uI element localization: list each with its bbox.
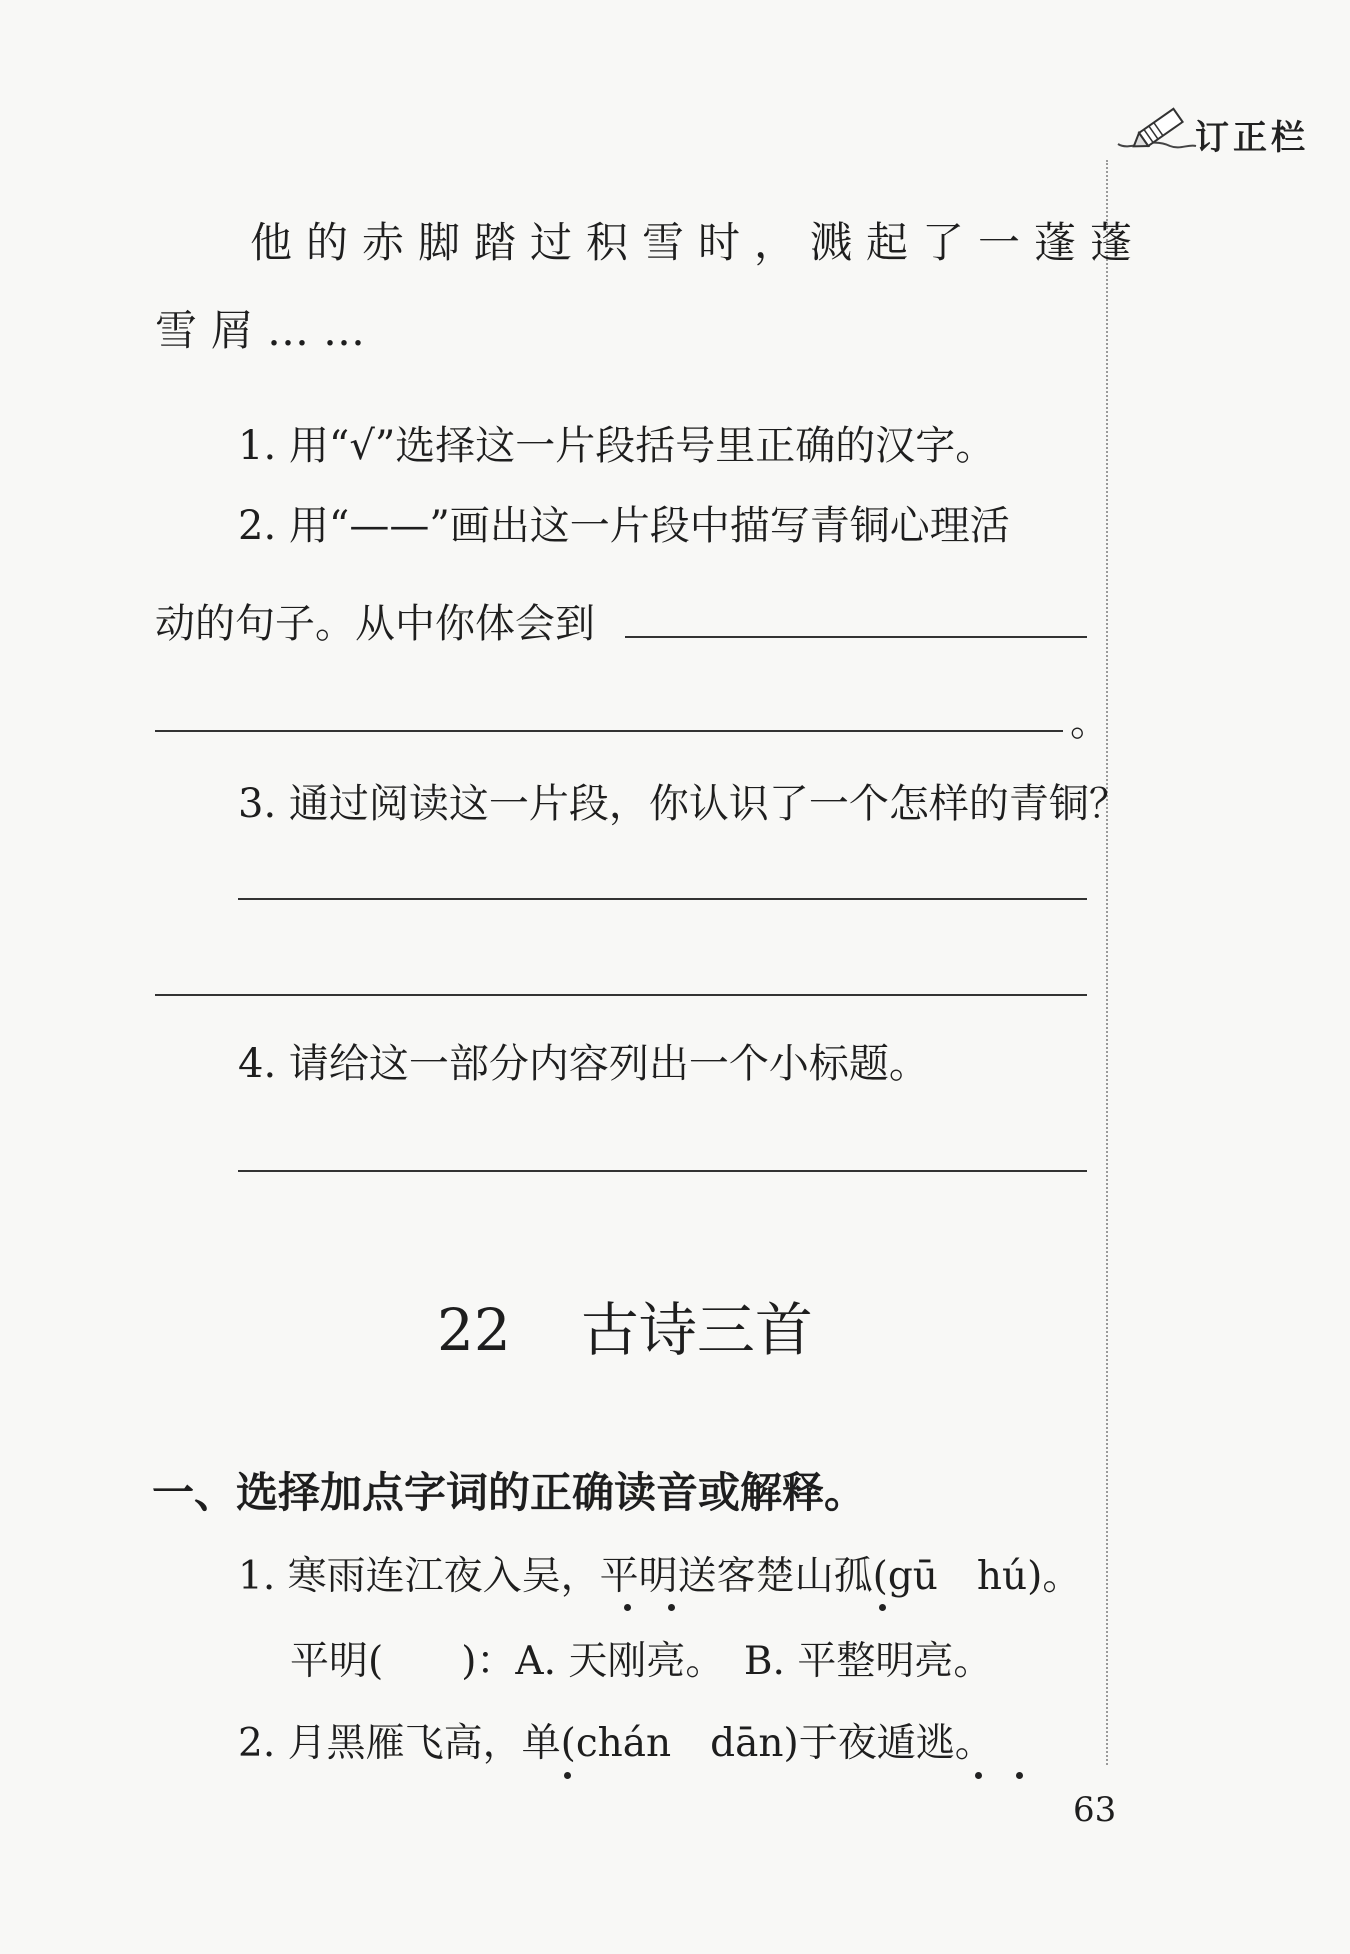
excerpt-line-1: 他的赤脚踏过积雪时，溅起了一蓬蓬 xyxy=(250,218,1147,267)
answer-blank-q4[interactable] xyxy=(238,1170,1087,1172)
answer-blank-q3-a[interactable] xyxy=(238,898,1087,900)
lesson-name: 古诗三首 xyxy=(580,1296,813,1364)
lesson-title xyxy=(437,1283,813,1367)
question-2-line-1: 2. 用“——”画出这一片段中描写青铜心理活 xyxy=(238,503,1010,549)
emphasis-dot xyxy=(624,1604,631,1611)
excerpt-line-2: 雪屑…… xyxy=(155,306,380,355)
answer-blank-q2-a[interactable] xyxy=(625,636,1087,638)
margin-divider xyxy=(1106,160,1108,1765)
section-1-item-2: 2. 月黑雁飞高，单(chán dān)于夜遁逃。 xyxy=(238,1721,994,1766)
question-2-line-2: 动的句子。从中你体会到 xyxy=(155,601,595,647)
correction-column-title: 订正栏 xyxy=(1195,118,1309,158)
answer-blank-q3-b[interactable] xyxy=(155,994,1087,996)
section-1-item-1-options: 平明( )：A. 天刚亮。 B. 平整明亮。 xyxy=(290,1639,993,1684)
question-1: 1. 用“√”选择这一片段括号里正确的汉字。 xyxy=(238,423,996,469)
emphasis-dot xyxy=(668,1604,675,1611)
emphasis-dot xyxy=(564,1772,571,1779)
correction-column-header xyxy=(1110,100,1340,160)
question-2-period: 。 xyxy=(1070,699,1110,745)
question-4: 4. 请给这一部分内容列出一个小标题。 xyxy=(238,1041,929,1087)
section-1-heading: 一、选择加点字词的正确读音或解释。 xyxy=(152,1468,867,1517)
lesson-number: 22 xyxy=(437,1296,511,1364)
emphasis-dot xyxy=(1016,1772,1023,1779)
answer-blank-q2-b[interactable] xyxy=(155,730,1063,732)
page-number: 63 xyxy=(1073,1790,1117,1830)
question-3: 3. 通过阅读这一片段，你认识了一个怎样的青铜？ xyxy=(238,781,1129,827)
section-1-item-1: 1. 寒雨连江夜入吴，平明送客楚山孤(gū hú)。 xyxy=(238,1554,1082,1599)
pencil-icon xyxy=(1110,100,1200,160)
emphasis-dot xyxy=(879,1604,886,1611)
emphasis-dot xyxy=(975,1772,982,1779)
